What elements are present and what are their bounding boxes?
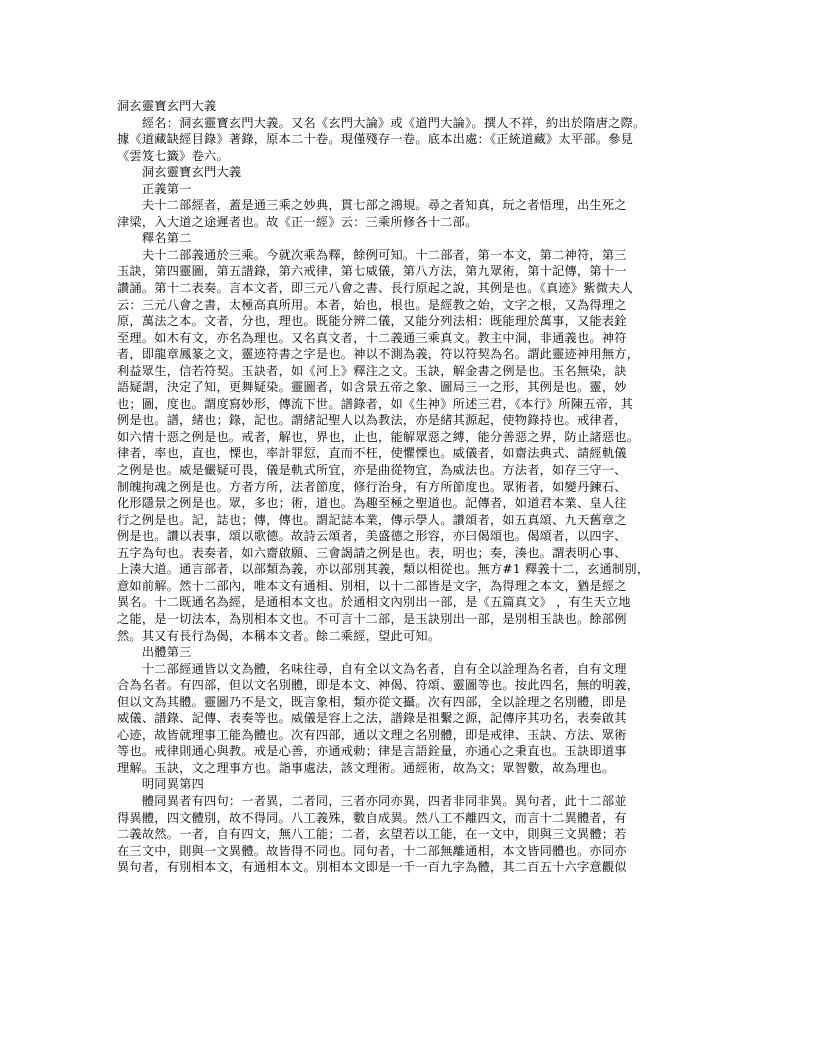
- text-line: 經名：洞玄靈寶玄門大義。又名《玄門大論》或《道門大論》。撰人不祥，約出於隋唐之際。: [117, 115, 646, 130]
- text-line: 夫十二部義通於三乘。今就次乘為釋，餘例可知。十二部者，第一本文，第二神符，第三: [117, 247, 627, 262]
- text-line: 體同異者有四句：一者異，二者同，三者亦同亦異，四者非同非異。異句者，此十二部並: [117, 793, 627, 808]
- text-line: 例是也。讚以表事，頌以歌德。故詩云頌者，美盛德之形容，亦曰偈頌也。偈頌者，以四字、: [117, 529, 627, 544]
- section-heading: 釋名第二: [117, 231, 192, 246]
- text-line: 制魄拘魂之例是也。方者方所，法者節度，修行治身，有方所節度也。眾術者，如變丹鍊石、: [117, 479, 627, 494]
- text-line: 《雲笈七籤》卷六。: [117, 148, 229, 163]
- text-line: 例是也。譜，緒也；錄，記也。謂緒記聖人以為教法，亦是緒其源起，使物錄持也。戒律者，: [117, 413, 627, 428]
- section-heading: 洞玄靈寶玄門大義: [117, 165, 242, 180]
- text-line: 五字為句也。表奏者，如六齋啟願、三會謁請之例是也。表，明也；奏，湊也。謂表明心事、: [117, 545, 627, 560]
- text-line: 至理。如木有文，亦名為理也。又名真文者，十二義通三乘真文。教主中洞，非通義也。神符: [117, 330, 627, 345]
- text-line: 意如前解。然十二部內，唯本文有通相、別相，以十二部皆是文字，為得理之本文，猶是經之: [117, 578, 627, 593]
- text-line: 但以文為其體。靈圖乃不是文，既言象相，類亦從文攝。次有四部，全以詮理之名別體，即是: [117, 694, 627, 709]
- text-line: 也；圖，度也。謂度寫妙形，傳流下世。譜錄者，如《生神》所述三君，《本行》所陳五帝，其: [117, 396, 634, 411]
- text-line: 律者，率也，直也，慄也，率計罪愆，直而不枉，使懼慄也。威儀者，如齋法典式、請經軌儀: [117, 446, 627, 461]
- text-line: 津梁，入大道之途遲者也。故《正一經》云：三乘所修各十二部。: [117, 214, 478, 229]
- document-text-column: [117, 98, 701, 876]
- text-line: 然。其又有長行為偈，本稱本文者。餘二乘經，望此可知。: [117, 628, 441, 643]
- text-line: 等也。戒律則通心與教。戒是心善，亦通戒勅；律是言語銓量，亦通心之秉直也。玉訣即道事: [117, 744, 627, 759]
- text-line: 十二部經通皆以文為體，名味往尋，自有全以文為名者，自有全以詮理為名者，自有文理: [117, 661, 627, 676]
- text-line: 利益眾生，信若符契。玉訣者，如《河上》釋注之文。玉訣，解金書之例是也。玉名無染，訣: [117, 363, 627, 378]
- text-line: 讚誦。第十二表奏。言本文者，即三元八會之書、長行原起之說，其例是也。《真迹》紫微夫人: [117, 281, 634, 296]
- text-line: 原，萬法之本。文者，分也，理也。既能分辨二儀，又能分列法相：既能理於萬事，又能表銓: [117, 314, 627, 329]
- text-line: 理解。玉訣，文之理事方也。詣事處法，該文理術。通經術，故為文；眾智數，故為理也。: [117, 760, 615, 775]
- text-line: 異句者，有別相本文，有通相本文。別相本文即是一千一百九字為體，其二百五十六字意觀似: [117, 860, 627, 875]
- text-line: 行之例是也。記，誌也；傳，傳也。謂記誌本業，傳示學人。讚頌者，如五真頌、九天舊章之: [117, 512, 627, 527]
- text-line: 語疑謂，決定了知，更舞疑染。靈圖者，如含景五帝之象、圖局三一之形，其例是也。靈，妙: [117, 380, 627, 395]
- text-line: 夫十二部經者，蓋是通三乘之妙典，貫七部之鴻規。尋之者知真，玩之者悟理，出生死之: [117, 198, 627, 213]
- text-line: 威儀、譜錄、記傳、表奏等也。威儀是容上之法，譜錄是祖繫之源，記傳序其功名，表奏啟其: [117, 711, 627, 726]
- text-line: 如六情十惡之例是也。戒者，解也，界也，止也，能解眾惡之縛，能分善惡之界，防止諸惡也。: [117, 429, 640, 444]
- text-line: 合為名者。有四部，但以文名別體，即是本文、神偈、符頌、靈圖等也。按此四名，無的明義，: [117, 678, 640, 693]
- text-line: 異名。十二既通名為經，是通相本文也。於通相文內別出一部，是《五篇真文》 ，有生天立地: [117, 595, 631, 610]
- text-line: 之能，是一切法本，為別相本文也。不可言十二部，是玉訣別出一部，是別相玉訣也。餘部例: [117, 611, 627, 626]
- text-line: 化形隱景之例是也。眾，多也；術，道也。為趣至極之聖道也。記傳者，如道君本業、皇人往: [117, 496, 627, 511]
- section-heading: 正義第一: [117, 181, 192, 196]
- text-line: 心迹，故皆就理事工能為體也。次有四部，通以文理之名別體，即是戒律、玉訣、方法、眾術: [117, 727, 627, 742]
- page-title: 洞玄靈寶玄門大義: [117, 99, 217, 113]
- text-line: 據《道藏缺經目錄》著錄，原本二十卷。現僅殘存一卷。底本出處：《正統道藏》太平部。參見: [117, 132, 634, 147]
- text-line: 玉訣，第四靈圖，第五譜錄，第六戒律，第七威儀，第八方法，第九眾術，第十記傳，第十一: [117, 264, 627, 279]
- text-line: 在三文中，則與一文異體。故皆得不同也。同句者，十二部無離通相，本文皆同體也。亦同亦: [117, 843, 627, 858]
- text-line: 得異體，四文體別，故不得同。八工義殊，數自成異。然八工不離四文，而言十二異體者，有: [117, 810, 627, 825]
- text-line: 之例是也。威是儼疑可畏，儀是軌式所宜，亦是曲從物宜，為威法也。方法者，如存三守一、: [117, 463, 627, 478]
- text-line: 上湊大道。通言部者，以部類為義，亦以部別其義，類以相從也。無方#1 釋義十二，玄通制別，: [117, 562, 650, 577]
- section-heading: 明同異第四: [117, 777, 205, 792]
- text-line: 云：三元八會之書，太極高真所用。本者，始也，根也。是經教之始，文字之根，又為得理之: [117, 297, 627, 312]
- text-line: 者，即龍章鳳篆之文，靈迹符書之字是也。神以不測為義，符以符契為名。謂此靈迹神用無方，: [117, 347, 640, 362]
- section-heading: 出體第三: [117, 645, 192, 660]
- text-line: 二義故然。一者，自有四文，無八工能；二者，玄望若以工能，在一文中，則與三文異體；若: [117, 827, 627, 842]
